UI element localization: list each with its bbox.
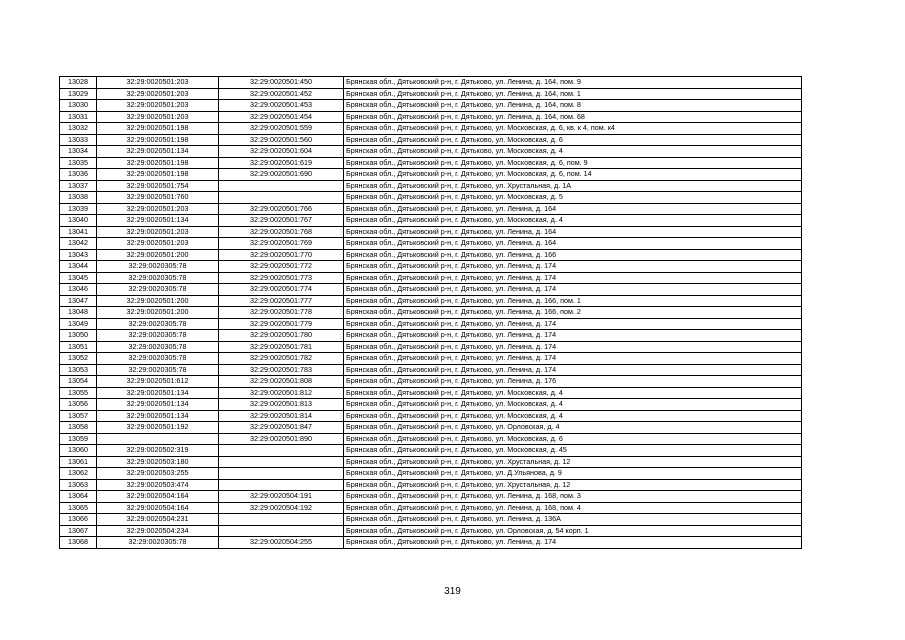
address-cell: Брянская обл., Дятьковский р-н, г. Дятьково, ул. Московская, д. 4 (344, 410, 802, 422)
cadastral-number-cell: 32:29:0020501:198 (97, 157, 219, 169)
table-row (60, 77, 802, 89)
cadastral-number-cell: 32:29:0020501:200 (97, 307, 219, 319)
table-row (60, 284, 802, 296)
record-number-cell: 13061 (60, 456, 97, 468)
address-cell: Брянская обл., Дятьковский р-н, г. Дятьково, ул. Ленина, д. 164 (344, 238, 802, 250)
cadastral-number-cell: 32:29:0020501:134 (97, 146, 219, 158)
address-cell: Брянская обл., Дятьковский р-н, г. Дятьково, ул. Ленина, д. 174 (344, 318, 802, 330)
record-number-cell: 13034 (60, 146, 97, 158)
cadastral-number-cell: 32:29:0020305:78 (97, 330, 219, 342)
cadastral-number-cell: 32:29:0020501:200 (97, 249, 219, 261)
object-cadastral-number-cell: 32:29:0020504:192 (219, 502, 344, 514)
address-cell: Брянская обл., Дятьковский р-н, г. Дятьково, ул. Ленина, д. 166, пом. 2 (344, 307, 802, 319)
cadastral-number-cell: 32:29:0020501:200 (97, 295, 219, 307)
cadastral-number-cell: 32:29:0020503:180 (97, 456, 219, 468)
table-row (60, 134, 802, 146)
table-row (60, 433, 802, 445)
object-cadastral-number-cell: 32:29:0020501:847 (219, 422, 344, 434)
cadastral-number-cell: 32:29:0020305:78 (97, 284, 219, 296)
cadastral-number-cell: 32:29:0020501:203 (97, 88, 219, 100)
record-number-cell: 13065 (60, 502, 97, 514)
object-cadastral-number-cell: 32:29:0020501:782 (219, 353, 344, 365)
table-row (60, 364, 802, 376)
cadastral-number-cell: 32:29:0020501:198 (97, 169, 219, 181)
object-cadastral-number-cell: 32:29:0020501:766 (219, 203, 344, 215)
object-cadastral-number-cell (219, 456, 344, 468)
object-cadastral-number-cell: 32:29:0020501:452 (219, 88, 344, 100)
object-cadastral-number-cell: 32:29:0020501:808 (219, 376, 344, 388)
table-row (60, 123, 802, 135)
cadastral-number-cell: 32:29:0020501:198 (97, 123, 219, 135)
table-row (60, 226, 802, 238)
object-cadastral-number-cell (219, 479, 344, 491)
object-cadastral-number-cell: 32:29:0020501:813 (219, 399, 344, 411)
object-cadastral-number-cell (219, 525, 344, 537)
record-number-cell: 13068 (60, 537, 97, 549)
record-number-cell: 13030 (60, 100, 97, 112)
address-cell: Брянская обл., Дятьковский р-н, г. Дятьково, ул. Хрустальная, д. 12 (344, 479, 802, 491)
object-cadastral-number-cell: 32:29:0020501:783 (219, 364, 344, 376)
cadastral-number-cell: 32:29:0020501:203 (97, 238, 219, 250)
record-number-cell: 13067 (60, 525, 97, 537)
address-cell: Брянская обл., Дятьковский р-н, г. Дятьково, ул. Ленина, д. 164, пом. 1 (344, 88, 802, 100)
cadastral-number-cell: 32:29:0020504:164 (97, 502, 219, 514)
cadastral-number-cell: 32:29:0020501:134 (97, 215, 219, 227)
record-number-cell: 13060 (60, 445, 97, 457)
object-cadastral-number-cell: 32:29:0020501:768 (219, 226, 344, 238)
record-number-cell: 13035 (60, 157, 97, 169)
record-number-cell: 13042 (60, 238, 97, 250)
table-row (60, 100, 802, 112)
address-cell: Брянская обл., Дятьковский р-н, г. Дятьково, ул. Московская, д. 6 (344, 433, 802, 445)
table-row (60, 456, 802, 468)
record-number-cell: 13059 (60, 433, 97, 445)
record-number-cell: 13052 (60, 353, 97, 365)
cadastral-number-cell: 32:29:0020503:255 (97, 468, 219, 480)
record-number-cell: 13066 (60, 514, 97, 526)
record-number-cell: 13048 (60, 307, 97, 319)
table-row (60, 537, 802, 549)
object-cadastral-number-cell: 32:29:0020501:814 (219, 410, 344, 422)
registry-table (59, 76, 802, 549)
address-cell: Брянская обл., Дятьковский р-н, г. Дятьково, ул. Московская, д. 6, кв. к 4, пом. к4 (344, 123, 802, 135)
record-number-cell: 13056 (60, 399, 97, 411)
table-row (60, 249, 802, 261)
table-row (60, 491, 802, 503)
record-number-cell: 13045 (60, 272, 97, 284)
table-row (60, 514, 802, 526)
cadastral-number-cell (97, 433, 219, 445)
table-row (60, 88, 802, 100)
table-row (60, 272, 802, 284)
object-cadastral-number-cell: 32:29:0020504:191 (219, 491, 344, 503)
record-number-cell: 13037 (60, 180, 97, 192)
address-cell: Брянская обл., Дятьковский р-н, г. Дятьково, ул. Ленина, д. 168, пом. 3 (344, 491, 802, 503)
address-cell: Брянская обл., Дятьковский р-н, г. Дятьково, ул. Ленина, д. 174 (344, 284, 802, 296)
object-cadastral-number-cell: 32:29:0020501:812 (219, 387, 344, 399)
table-row (60, 399, 802, 411)
cadastral-number-cell: 32:29:0020501:203 (97, 100, 219, 112)
object-cadastral-number-cell: 32:29:0020501:559 (219, 123, 344, 135)
address-cell: Брянская обл., Дятьковский р-н, г. Дятьково, ул. Московская, д. 6, пом. 9 (344, 157, 802, 169)
cadastral-number-cell: 32:29:0020305:78 (97, 537, 219, 549)
address-cell: Брянская обл., Дятьковский р-н, г. Дятьково, ул. Ленина, д. 174 (344, 330, 802, 342)
cadastral-number-cell: 32:29:0020501:754 (97, 180, 219, 192)
cadastral-number-cell: 32:29:0020502:319 (97, 445, 219, 457)
object-cadastral-number-cell: 32:29:0020501:560 (219, 134, 344, 146)
address-cell: Брянская обл., Дятьковский р-н, г. Дятьково, ул. Ленина, д. 174 (344, 537, 802, 549)
table-row (60, 180, 802, 192)
page-number: 319 (444, 586, 461, 597)
object-cadastral-number-cell: 32:29:0020501:690 (219, 169, 344, 181)
cadastral-number-cell: 32:29:0020501:198 (97, 134, 219, 146)
record-number-cell: 13033 (60, 134, 97, 146)
record-number-cell: 13041 (60, 226, 97, 238)
table-row (60, 169, 802, 181)
record-number-cell: 13049 (60, 318, 97, 330)
table-row (60, 146, 802, 158)
address-cell: Брянская обл., Дятьковский р-н, г. Дятьково, ул. Московская, д. 6, пом. 14 (344, 169, 802, 181)
record-number-cell: 13063 (60, 479, 97, 491)
table-row (60, 479, 802, 491)
address-cell: Брянская обл., Дятьковский р-н, г. Дятьково, ул. Ленина, д. 166, пом. 1 (344, 295, 802, 307)
object-cadastral-number-cell (219, 468, 344, 480)
address-cell: Брянская обл., Дятьковский р-н, г. Дятьково, ул. Ленина, д. 174 (344, 272, 802, 284)
record-number-cell: 13031 (60, 111, 97, 123)
object-cadastral-number-cell (219, 180, 344, 192)
address-cell: Брянская обл., Дятьковский р-н, г. Дятьково, ул. Ленина, д. 164, пом. 9 (344, 77, 802, 89)
address-cell: Брянская обл., Дятьковский р-н, г. Дятьково, ул. Московская, д. 4 (344, 215, 802, 227)
cadastral-number-cell: 32:29:0020504:164 (97, 491, 219, 503)
address-cell: Брянская обл., Дятьковский р-н, г. Дятьково, ул. Ленина, д. 164, пом. 8 (344, 100, 802, 112)
cadastral-number-cell: 32:29:0020501:203 (97, 203, 219, 215)
address-cell: Брянская обл., Дятьковский р-н, г. Дятьково, ул. Ленина, д. 166 (344, 249, 802, 261)
object-cadastral-number-cell (219, 514, 344, 526)
address-cell: Брянская обл., Дятьковский р-н, г. Дятьково, ул. Орловская, д. 4 (344, 422, 802, 434)
table-row (60, 353, 802, 365)
cadastral-number-cell: 32:29:0020504:234 (97, 525, 219, 537)
address-cell: Брянская обл., Дятьковский р-н, г. Дятьково, ул. Ленина, д. 174 (344, 261, 802, 273)
record-number-cell: 13039 (60, 203, 97, 215)
address-cell: Брянская обл., Дятьковский р-н, г. Дятьково, ул. Ленина, д. 136А (344, 514, 802, 526)
address-cell: Брянская обл., Дятьковский р-н, г. Дятьково, ул. Хрустальная, д. 1А (344, 180, 802, 192)
record-number-cell: 13051 (60, 341, 97, 353)
record-number-cell: 13036 (60, 169, 97, 181)
object-cadastral-number-cell: 32:29:0020501:604 (219, 146, 344, 158)
table-row (60, 215, 802, 227)
table-row (60, 157, 802, 169)
record-number-cell: 13046 (60, 284, 97, 296)
object-cadastral-number-cell: 32:29:0020501:778 (219, 307, 344, 319)
object-cadastral-number-cell: 32:29:0020501:780 (219, 330, 344, 342)
object-cadastral-number-cell: 32:29:0020501:772 (219, 261, 344, 273)
table-row (60, 468, 802, 480)
object-cadastral-number-cell: 32:29:0020501:619 (219, 157, 344, 169)
address-cell: Брянская обл., Дятьковский р-н, г. Дятьково, ул. Московская, д. 4 (344, 146, 802, 158)
table-row (60, 318, 802, 330)
record-number-cell: 13058 (60, 422, 97, 434)
table-row (60, 502, 802, 514)
table-row (60, 410, 802, 422)
record-number-cell: 13038 (60, 192, 97, 204)
cadastral-number-cell: 32:29:0020501:134 (97, 387, 219, 399)
address-cell: Брянская обл., Дятьковский р-н, г. Дятьково, ул. Ленина, д. 174 (344, 341, 802, 353)
record-number-cell: 13028 (60, 77, 97, 89)
cadastral-number-cell: 32:29:0020305:78 (97, 364, 219, 376)
object-cadastral-number-cell: 32:29:0020501:770 (219, 249, 344, 261)
address-cell: Брянская обл., Дятьковский р-н, г. Дятьково, ул. Ленина, д. 176 (344, 376, 802, 388)
table-row (60, 376, 802, 388)
address-cell: Брянская обл., Дятьковский р-н, г. Дятьково, ул. Московская, д. 4 (344, 387, 802, 399)
table-row (60, 341, 802, 353)
cadastral-number-cell: 32:29:0020305:78 (97, 353, 219, 365)
cadastral-number-cell: 32:29:0020501:612 (97, 376, 219, 388)
table-row (60, 307, 802, 319)
object-cadastral-number-cell: 32:29:0020501:767 (219, 215, 344, 227)
cadastral-number-cell: 32:29:0020305:78 (97, 341, 219, 353)
record-number-cell: 13043 (60, 249, 97, 261)
object-cadastral-number-cell (219, 192, 344, 204)
address-cell: Брянская обл., Дятьковский р-н, г. Дятьково, ул. Московская, д. 5 (344, 192, 802, 204)
cadastral-number-cell: 32:29:0020305:78 (97, 261, 219, 273)
table-row (60, 387, 802, 399)
address-cell: Брянская обл., Дятьковский р-н, г. Дятьково, ул. Д.Ульянова, д. 9 (344, 468, 802, 480)
cadastral-number-cell: 32:29:0020501:760 (97, 192, 219, 204)
address-cell: Брянская обл., Дятьковский р-н, г. Дятьково, ул. Ленина, д. 168, пом. 4 (344, 502, 802, 514)
record-number-cell: 13047 (60, 295, 97, 307)
table-row (60, 295, 802, 307)
cadastral-number-cell: 32:29:0020501:134 (97, 410, 219, 422)
table-row (60, 192, 802, 204)
object-cadastral-number-cell: 32:29:0020501:890 (219, 433, 344, 445)
address-cell: Брянская обл., Дятьковский р-н, г. Дятьково, ул. Ленина, д. 164 (344, 203, 802, 215)
record-number-cell: 13029 (60, 88, 97, 100)
record-number-cell: 13057 (60, 410, 97, 422)
cadastral-number-cell: 32:29:0020501:203 (97, 226, 219, 238)
address-cell: Брянская обл., Дятьковский р-н, г. Дятьково, ул. Московская, д. 45 (344, 445, 802, 457)
address-cell: Брянская обл., Дятьковский р-н, г. Дятьково, ул. Хрустальная, д. 12 (344, 456, 802, 468)
object-cadastral-number-cell (219, 445, 344, 457)
record-number-cell: 13032 (60, 123, 97, 135)
table-row (60, 445, 802, 457)
table-row (60, 261, 802, 273)
table-row (60, 525, 802, 537)
object-cadastral-number-cell: 32:29:0020501:453 (219, 100, 344, 112)
cadastral-number-cell: 32:29:0020501:203 (97, 77, 219, 89)
record-number-cell: 13044 (60, 261, 97, 273)
table-row (60, 203, 802, 215)
record-number-cell: 13053 (60, 364, 97, 376)
address-cell: Брянская обл., Дятьковский р-н, г. Дятьково, ул. Ленина, д. 174 (344, 353, 802, 365)
table-row (60, 422, 802, 434)
cadastral-number-cell: 32:29:0020501:203 (97, 111, 219, 123)
object-cadastral-number-cell: 32:29:0020504:255 (219, 537, 344, 549)
object-cadastral-number-cell: 32:29:0020501:774 (219, 284, 344, 296)
cadastral-number-cell: 32:29:0020504:231 (97, 514, 219, 526)
record-number-cell: 13064 (60, 491, 97, 503)
table-row (60, 330, 802, 342)
address-cell: Брянская обл., Дятьковский р-н, г. Дятьково, ул. Ленина, д. 164 (344, 226, 802, 238)
address-cell: Брянская обл., Дятьковский р-н, г. Дятьково, ул. Орловская, д. 54 корп. 1 (344, 525, 802, 537)
cadastral-number-cell: 32:29:0020503:474 (97, 479, 219, 491)
object-cadastral-number-cell: 32:29:0020501:773 (219, 272, 344, 284)
record-number-cell: 13050 (60, 330, 97, 342)
record-number-cell: 13062 (60, 468, 97, 480)
object-cadastral-number-cell: 32:29:0020501:769 (219, 238, 344, 250)
registry-table-body (60, 77, 802, 549)
record-number-cell: 13055 (60, 387, 97, 399)
cadastral-number-cell: 32:29:0020501:192 (97, 422, 219, 434)
cadastral-number-cell: 32:29:0020501:134 (97, 399, 219, 411)
object-cadastral-number-cell: 32:29:0020501:779 (219, 318, 344, 330)
address-cell: Брянская обл., Дятьковский р-н, г. Дятьково, ул. Московская, д. 6 (344, 134, 802, 146)
object-cadastral-number-cell: 32:29:0020501:450 (219, 77, 344, 89)
address-cell: Брянская обл., Дятьковский р-н, г. Дятьково, ул. Ленина, д. 174 (344, 364, 802, 376)
table-row (60, 111, 802, 123)
object-cadastral-number-cell: 32:29:0020501:777 (219, 295, 344, 307)
address-cell: Брянская обл., Дятьковский р-н, г. Дятьково, ул. Ленина, д. 164, пом. 68 (344, 111, 802, 123)
cadastral-number-cell: 32:29:0020305:78 (97, 318, 219, 330)
address-cell: Брянская обл., Дятьковский р-н, г. Дятьково, ул. Московская, д. 4 (344, 399, 802, 411)
cadastral-number-cell: 32:29:0020305:78 (97, 272, 219, 284)
object-cadastral-number-cell: 32:29:0020501:454 (219, 111, 344, 123)
record-number-cell: 13054 (60, 376, 97, 388)
table-row (60, 238, 802, 250)
object-cadastral-number-cell: 32:29:0020501:781 (219, 341, 344, 353)
record-number-cell: 13040 (60, 215, 97, 227)
